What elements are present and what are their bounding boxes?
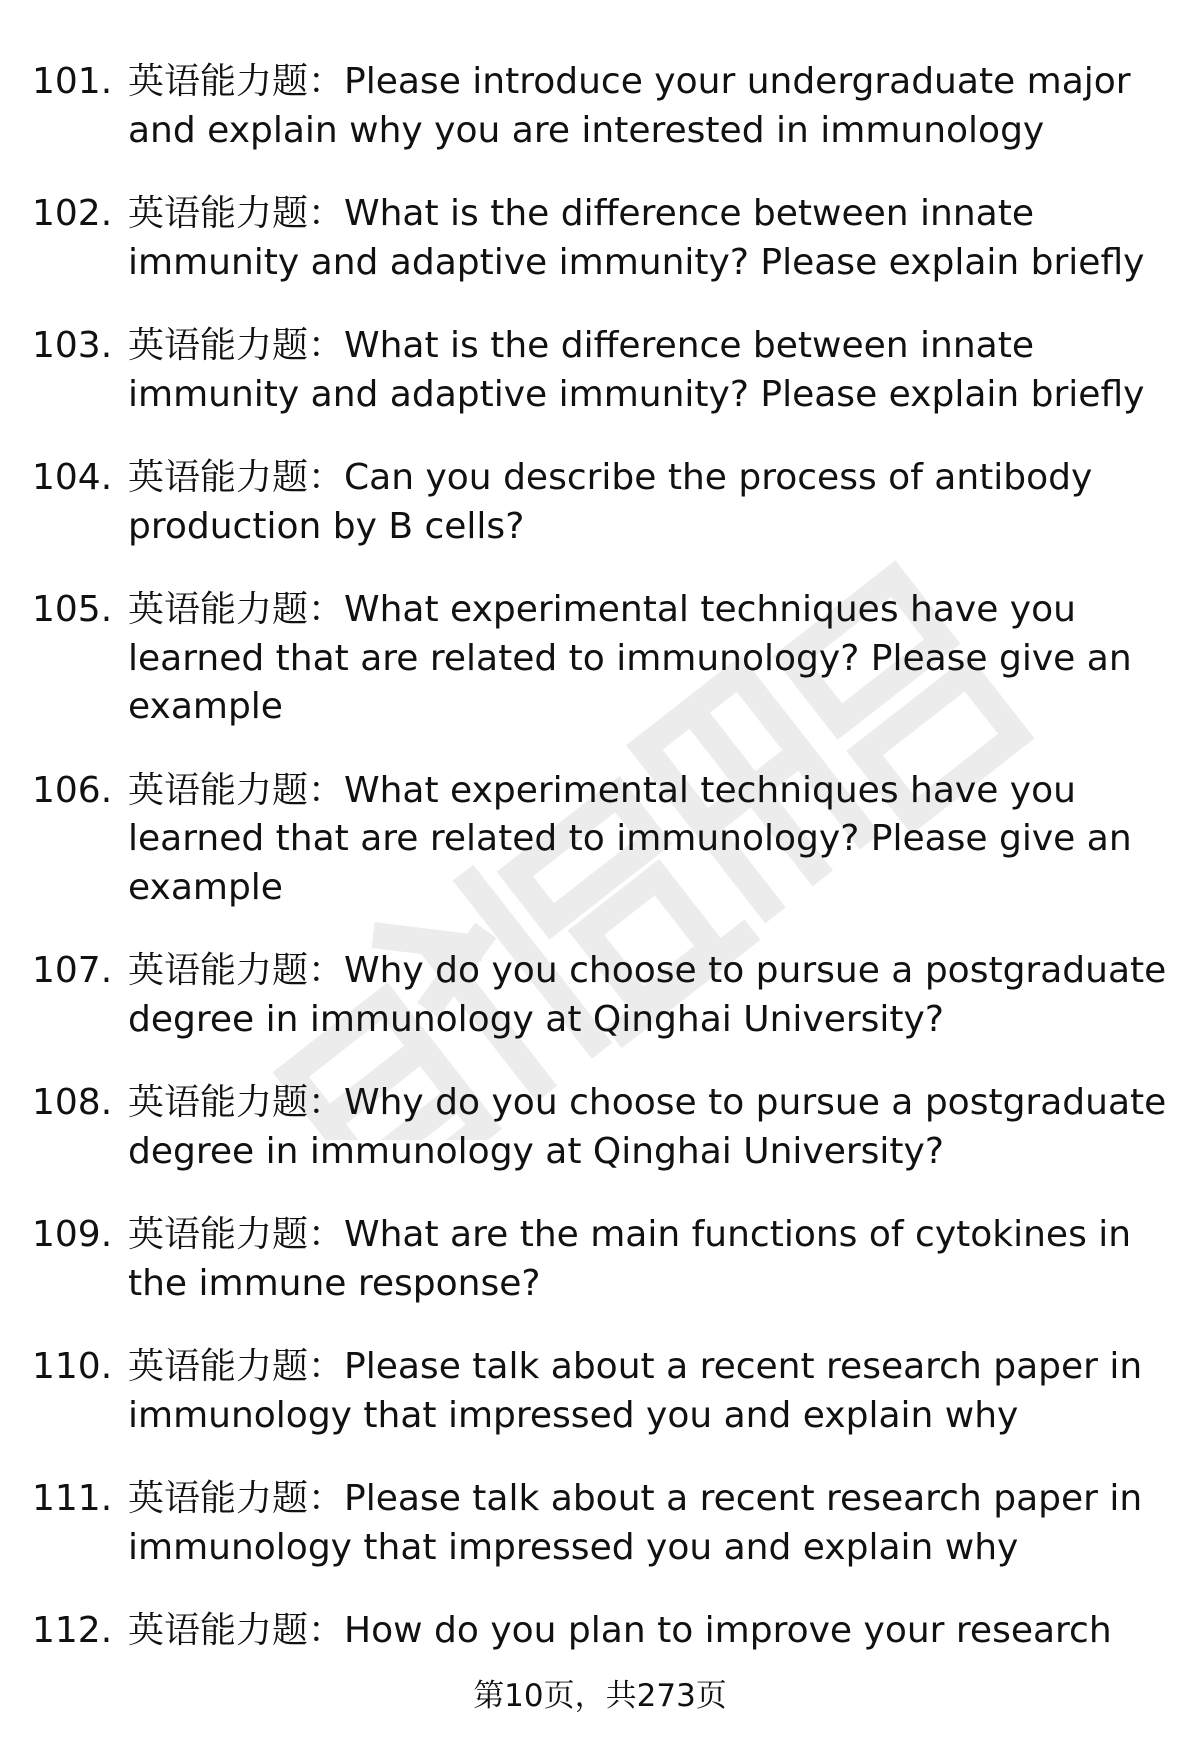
question-item: [32, 1607, 1172, 1656]
question-number: 107.: [32, 950, 113, 991]
question-body: [128, 1343, 1172, 1440]
question-item: [32, 1211, 1172, 1308]
question-body: [128, 1607, 1172, 1656]
question-list: [32, 58, 1172, 1691]
question-category-label: 英语能力题：: [128, 61, 345, 102]
page-number: 第10页，共273页: [473, 1678, 727, 1714]
question-category-label: 英语能力题：: [128, 769, 345, 811]
question-text: Please introduce your undergraduate major and explain why you are interested in immunology: [128, 61, 1131, 151]
question-category-label: 英语能力题：: [128, 1346, 345, 1387]
question-number: 102.: [32, 193, 113, 234]
question-body: [128, 947, 1172, 1044]
question-item: [32, 58, 1172, 155]
question-category-label: 英语能力题：: [128, 1214, 345, 1255]
question-number: 112.: [32, 1610, 113, 1651]
question-body: [128, 586, 1172, 732]
question-text: Please talk about a recent research paper in immunology that impressed you and explain why: [128, 1346, 1143, 1436]
question-item: [32, 454, 1172, 551]
question-number: 105.: [32, 589, 113, 630]
question-number: 111.: [32, 1478, 113, 1519]
question-number: 110.: [32, 1346, 113, 1387]
question-number: 103.: [32, 325, 113, 366]
question-body: [128, 1211, 1172, 1308]
question-number: 101.: [32, 61, 113, 102]
question-item: [32, 322, 1172, 419]
question-item: [32, 1079, 1172, 1176]
question-item: [32, 1343, 1172, 1440]
question-text: Can you describe the process of antibody production by B cells?: [128, 457, 1093, 547]
question-category-label: 英语能力题：: [128, 1082, 345, 1123]
question-category-label: 英语能力题：: [128, 457, 345, 498]
question-number: 106.: [32, 769, 113, 811]
question-item: [32, 947, 1172, 1044]
question-text: How do you plan to improve your research: [344, 1610, 1112, 1651]
question-item: [32, 586, 1172, 732]
question-body: [128, 1079, 1172, 1176]
question-body: [128, 454, 1172, 551]
question-body: [128, 58, 1172, 155]
question-text: What is the difference between innate immunity and adaptive immunity? Please explain briefly: [128, 193, 1145, 283]
question-item: [32, 767, 1172, 913]
question-number: 104.: [32, 457, 113, 498]
question-text: What experimental techniques have you learned that are related to immunology? Please give an example: [128, 769, 1132, 908]
question-text: Why do you choose to pursue a postgraduate degree in immunology at Qinghai University?: [128, 950, 1167, 1040]
question-category-label: 英语能力题：: [128, 325, 345, 366]
question-text: What is the difference between innate immunity and adaptive immunity? Please explain briefly: [128, 325, 1145, 415]
question-text: What are the main functions of cytokines in the immune response?: [128, 1214, 1132, 1304]
question-number: 109.: [32, 1214, 113, 1255]
question-body: [128, 767, 1172, 913]
question-item: [32, 190, 1172, 287]
question-text: Why do you choose to pursue a postgraduate degree in immunology at Qinghai University?: [128, 1082, 1167, 1172]
question-category-label: 英语能力题：: [128, 950, 345, 991]
question-body: [128, 190, 1172, 287]
question-category-label: 英语能力题：: [128, 193, 345, 234]
question-text: What experimental techniques have you learned that are related to immunology? Please give an example: [128, 589, 1132, 727]
question-item: [32, 1475, 1172, 1572]
question-body: [128, 322, 1172, 419]
question-category-label: 英语能力题：: [128, 1610, 345, 1651]
question-body: [128, 1475, 1172, 1572]
question-number: 108.: [32, 1082, 113, 1123]
question-category-label: 英语能力题：: [128, 589, 345, 630]
question-category-label: 英语能力题：: [128, 1478, 345, 1519]
question-text: Please talk about a recent research paper in immunology that impressed you and explain why: [128, 1478, 1143, 1568]
